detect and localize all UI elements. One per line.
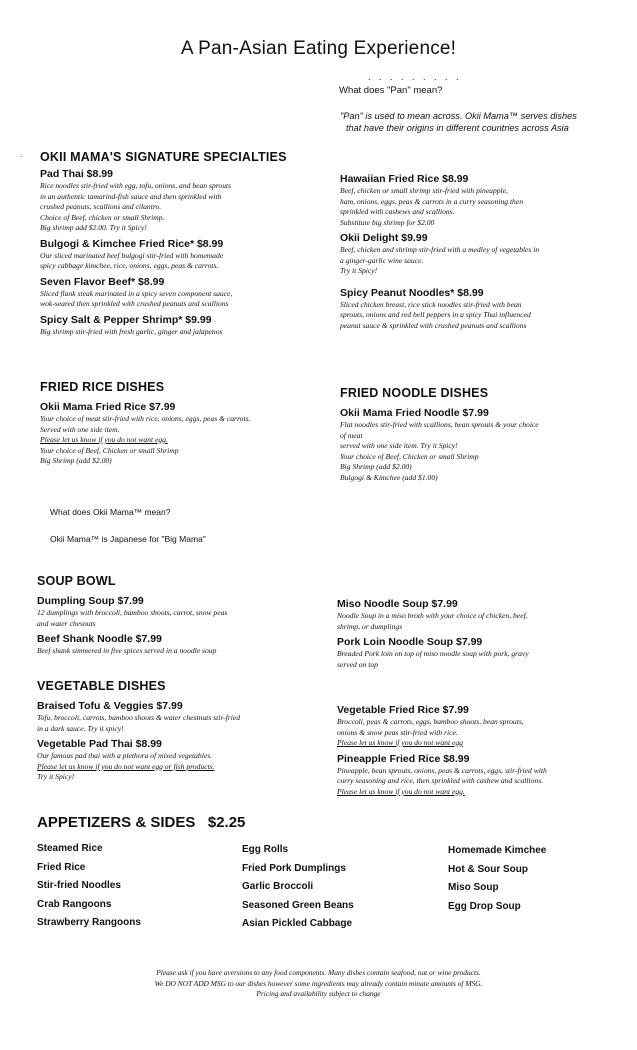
- menu-item: Hawaiian Fried Rice $8.99 Beef, chicken or small shrimp stir-fried with pineapple, ham, onions, eggs, peas & carrots in a curry seasoning then sprinkled with cashews and scallions. Substitute big shrimp for $2.00: [340, 173, 524, 227]
- vegetable-heading: VEGETABLE DISHES: [37, 679, 166, 693]
- menu-item: Dumpling Soup $7.99 12 dumplings with broccoli, bamboo shoots, carrot, snow peas and water chesnuts: [37, 595, 228, 628]
- list-item: Egg Drop Soup: [448, 900, 521, 912]
- menu-title: A Pan-Asian Eating Experience!: [180, 38, 457, 59]
- appetizers-column-3: [448, 842, 546, 916]
- bullet-mark: ·: [20, 152, 23, 161]
- soup-heading: SOUP BOWL: [37, 574, 116, 588]
- pan-answer: "Pan" is used to mean across. Okii Mama™ serves dishes that have their origins in different countries across Asia: [340, 111, 577, 133]
- footer-note: Please ask if you have aversions to any food components. Many dishes contain seafood, nut or wine products. We DO NOT ADD MSG to our dishes however some ingredients may already contain minute amounts of MSG. Pricing and availability subject to change: [154, 968, 483, 998]
- menu-item: Vegetable Fried Rice $7.99 Broccoli, peas & carrots, eggs, bamboo shoots, bean sprouts, onions & snow peas stir-fried with rice. Please let us know if you do not want egg: [337, 704, 524, 747]
- okii-question: What does Okii Mama™ mean?: [50, 507, 171, 517]
- appetizers-column-1: [37, 840, 141, 933]
- menu-item: Bulgogi & Kimchee Fried Rice* $8.99 Our sliced marinated beef bulgogi stir-fried with homemade spicy cabbage kimchee, rice, onions, eggs, peas & carrots.: [40, 237, 224, 270]
- fried-rice-heading: FRIED RICE DISHES: [40, 380, 165, 394]
- appetizers-heading: APPETIZERS & SIDES $2.25: [37, 814, 246, 831]
- list-item: Fried Rice: [37, 861, 86, 873]
- list-item: Asian Pickled Cabbage: [242, 918, 353, 930]
- list-item: Fried Pork Dumplings: [242, 862, 346, 874]
- menu-item: Beef Shank Noodle $7.99 Beef shank simmered in five spices served in a noodle soup: [37, 633, 217, 655]
- fried-noodle-heading: FRIED NOODLE DISHES: [340, 386, 489, 400]
- vegetable-right-column: [337, 704, 632, 797]
- menu-item: Okii Mama Fried Rice $7.99 Your choice of meat stir-fried with rice, onions, eggs, peas & carrots. Served with one side item. Please let us know if you do not want egg. Your choice of Beef, Chicken or small Shrimp Big Shrimp (add $2.00): [40, 401, 251, 465]
- list-item: Garlic Broccoli: [242, 881, 314, 893]
- menu-item: Pineapple Fried Rice $8.99 Pineapple, bean sprouts, onions, peas & carrots, eggs, stir-fried with curry seasoning and rice, then sprinkled with cashew and scallions. Please let us know if you do not want egg.: [337, 752, 547, 796]
- menu-item: Okii Delight $9.99 Beef, chicken and shrimp stir-fried with a medley of vegetables in a ginger-garlic wine sauce. Try it Spicy!: [340, 232, 540, 275]
- menu-item: Seven Flavor Beef* $8.99 Sliced flank steak marinated in a spicy seven component sauce, wok-seared then sprinkled with crushed peanuts and scallions: [40, 275, 233, 308]
- menu-item: Spicy Salt & Pepper Shrimp* $9.99 Big shrimp stir-fried with fresh garlic, ginger and jalapenos: [40, 313, 223, 336]
- signature-right-column: [340, 173, 630, 331]
- menu-item: Okii Mama Fried Noodle $7.99 Flat noodles stir-fried with scallions, bean sprouts & your choice of meat served with one side item. Try it Spicy! Your choice of Beef, Chicken or small Shrimp Big Shrimp (add $2.00) Bulgogi & Kimchee (add $1.00): [340, 407, 539, 482]
- list-item: Steamed Rice: [37, 843, 103, 854]
- dotted-divider: . . . . . . . . .: [368, 72, 462, 82]
- appetizers-column-2: [242, 841, 354, 934]
- list-item: Miso Soup: [448, 882, 499, 894]
- soup-right-column: [337, 598, 632, 670]
- menu-item: Spicy Peanut Noodles* $8.99 Sliced chicken breast, rice stick noodles stir-fried with bean sprouts, onions and red bell peppers in a spicy Thai influenced peanut sauce & sprinkled with crushed peanuts and scallions: [340, 286, 531, 330]
- signature-left-column: [40, 168, 330, 337]
- okii-answer: Okii Mama™ is Japanese for "Big Mama": [50, 534, 206, 544]
- list-item: Stir-fried Noodles: [37, 880, 121, 892]
- list-item: Hot & Sour Soup: [448, 863, 528, 875]
- soup-left-column: [37, 595, 332, 657]
- vegetable-left-column: [37, 700, 332, 783]
- list-item: Homemade Kimchee: [448, 845, 547, 856]
- list-item: Seasoned Green Beans: [242, 899, 354, 911]
- menu-item: Braised Tofu & Veggies $7.99 Tofu, broccoli, carrots, bamboo shoots & water chestnuts stir-fried in a dark sauce. Try it spicy!: [37, 700, 240, 733]
- list-item: Egg Rolls: [242, 844, 289, 855]
- pan-question: What does "Pan" mean?: [339, 85, 443, 96]
- menu-item: Pork Loin Noodle Soup $7.99 Breaded Pork loin on top of miso noodle soup with pork, gravy served on top: [337, 636, 529, 669]
- menu-item: Vegetable Pad Thai $8.99 Our famous pad thai with a plethora of mixed vegetables. Please let us know if you do not want egg or fish products. Try it Spicy!: [37, 738, 215, 781]
- menu-item: Pad Thai $8.99 Rice noodles stir-fried with egg, tofu, onions, and bean sprouts in an authentic tamarind-fish sauce and then sprinkled with crushed peanuts, scallions and cilantro. Choice of Beef, chicken or small Shrimp. Big shrimp add $2.00. Try it Spicy!: [40, 168, 232, 232]
- list-item: Crab Rangoons: [37, 898, 112, 910]
- signature-heading: OKII MAMA'S SIGNATURE SPECIALTIES: [40, 150, 287, 164]
- list-item: Strawberry Rangoons: [37, 917, 141, 929]
- menu-item: Miso Noodle Soup $7.99 Noodle Soup in a miso broth with your choice of chicken, beef, shrimp, or dumplings: [337, 598, 528, 631]
